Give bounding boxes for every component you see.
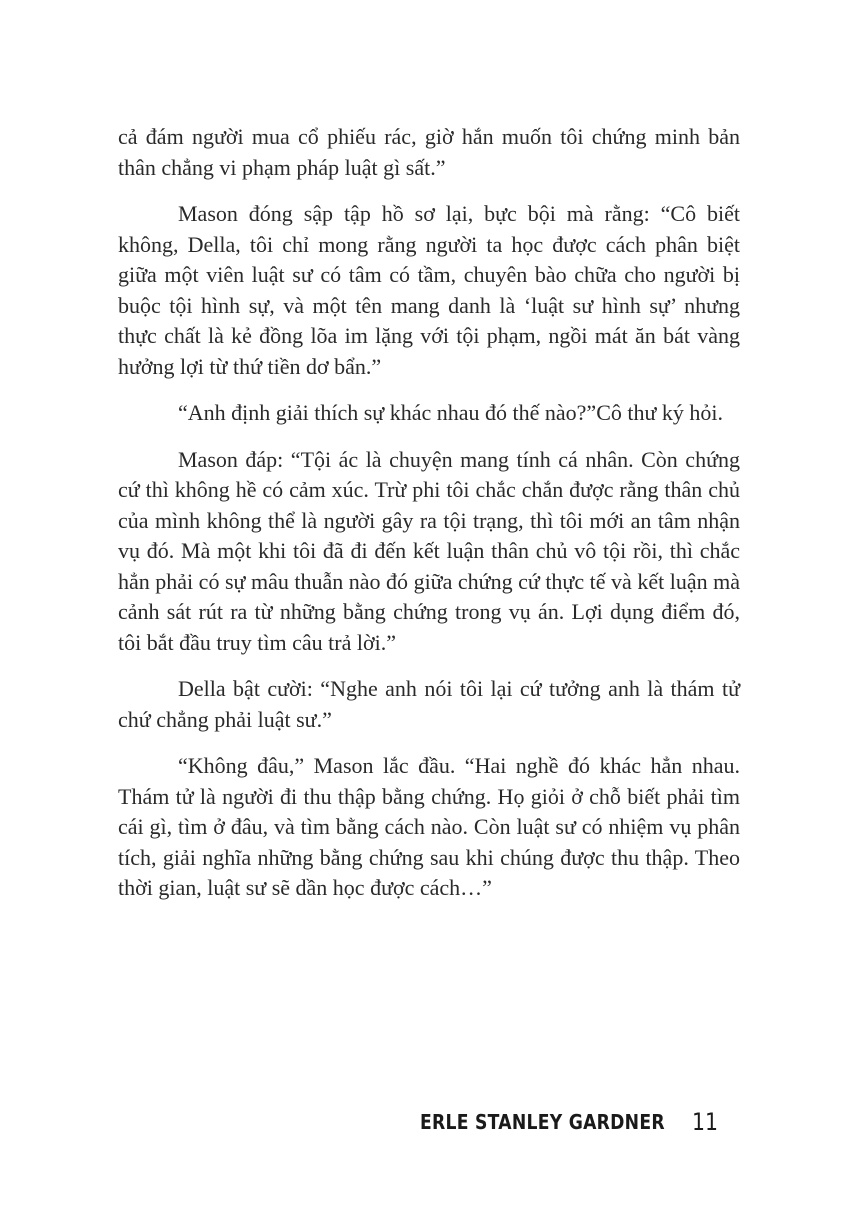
paragraph-4: Mason đáp: “Tội ác là chuyện mang tính cá nhân. Còn chứng cứ thì không hề có cảm xúc. Trừ phi tôi chắc chắn được rằng thân chủ của mình không thể là người gây ra tội trạng, thì tôi mới an tâm nhận vụ đó. Mà một khi tôi đã đi đến kết luận thân chủ vô tội rồi, thì chắc hẳn phải có sự mâu thuẫn nào đó giữa chứng cứ thực tế và kết luận mà cảnh sát rút ra từ những bằng chứng trong vụ án. Lợi dụng điểm đó, tôi bắt đầu truy tìm câu trả lời.” [118,446,740,655]
paragraph-1: cả đám người mua cổ phiếu rác, giờ hắn muốn tôi chứng minh bản thân chẳng vi phạm pháp luật gì sất.” [118,124,740,180]
paragraph-5: Della bật cười: “Nghe anh nói tôi lại cứ tưởng anh là thám tử chứ chẳng phải luật sư.” [118,676,740,732]
body-text [118,122,740,920]
paragraph-3: “Anh định giải thích sự khác nhau đó thế nào?”Cô thư ký hỏi. [178,400,724,425]
paragraph-2: Mason đóng sập tập hồ sơ lại, bực bội mà rằng: “Cô biết không, Della, tôi chỉ mong rằng người ta học được cách phân biệt giữa một viên luật sư có tâm có tầm, chuyên bào chữa cho người bị buộc tội hình sự, và một tên mang danh là ‘luật sư hình sự’ nhưng thực chất là kẻ đồng lõa im lặng với tội phạm, ngồi mát ăn bát vàng hưởng lợi từ thứ tiền dơ bẩn.” [118,201,740,379]
paragraph-6: “Không đâu,” Mason lắc đầu. “Hai nghề đó khác hẳn nhau. Thám tử là người đi thu thập bằng chứng. Họ giỏi ở chỗ biết phải tìm cái gì, tìm ở đâu, và tìm bằng cách nào. Còn luật sư có nhiệm vụ phân tích, giải nghĩa những bằng chứng sau khi chúng được thu thập. Theo thời gian, luật sư sẽ dần học được cách…” [118,753,740,900]
running-footer-author: ERLE STANLEY GARDNER [420,1110,665,1134]
page-footer [0,1108,857,1142]
page-number: 11 [692,1108,718,1136]
